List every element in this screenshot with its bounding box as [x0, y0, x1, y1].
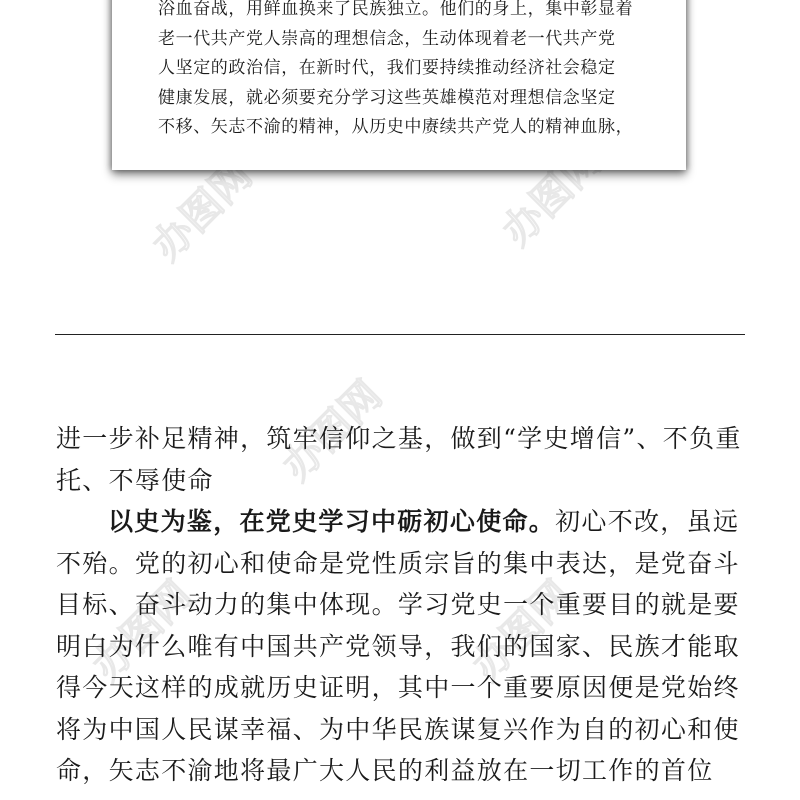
page-divider	[55, 334, 745, 335]
text-line: 不移、矢志不渝的精神，从历史中赓续共产党人的精神血脉，	[158, 117, 634, 137]
text-line: 进一步补足精神，筑牢信仰之基，做到“学史增信”、不负重	[56, 424, 742, 453]
watermark: 办图网	[493, 137, 612, 255]
watermark: 办图网	[143, 152, 262, 270]
text-line: 将为中国人民谋幸福、为中华民族谋复兴作为自的初心和使	[56, 714, 740, 744]
previous-page-card	[112, 0, 686, 170]
previous-page-text	[158, 0, 658, 143]
paragraph-heading: 以史为鉴，在党史学习中砺初心使命。	[108, 507, 556, 536]
text-line: 人坚定的政治信，在新时代，我们要持续推动经济社会稳定	[158, 58, 616, 78]
watermark: 办图网	[83, 572, 202, 690]
text-line: 明白为什么唯有中国共产党领导，我们的国家、民族才能取	[56, 631, 740, 661]
watermark: 办图网	[463, 572, 582, 690]
text-line: 不殆。党的初心和使命是党性质宗旨的集中表达，是党奋斗	[56, 548, 740, 578]
text-line: 健康发展，就必须要充分学习这些英雄模范对理想信念坚定	[158, 87, 616, 108]
text-line: 得今天这样的成就历史证明，其中一个重要原因便是党始终	[56, 673, 740, 702]
text-line: 老一代共产党人崇高的理想信念，生动体现着老一代共产党	[158, 28, 616, 49]
text-line: 目标、奋斗动力的集中体现。学习党史一个重要目的就是要	[56, 590, 740, 619]
watermark: 办图网	[273, 372, 392, 490]
paragraph-start	[56, 501, 746, 543]
document-body	[56, 418, 746, 792]
text-line: 托、不辱使命	[56, 465, 214, 495]
text-line: 浴血奋战，用鲜血换来了民族独立。他们的身上，集中彰显着	[158, 0, 634, 19]
text-line: 命，矢志不渝地将最广大人民的利益放在一切工作的首位	[56, 756, 714, 785]
paragraph-lead: 初心不改，虽远	[555, 507, 740, 536]
